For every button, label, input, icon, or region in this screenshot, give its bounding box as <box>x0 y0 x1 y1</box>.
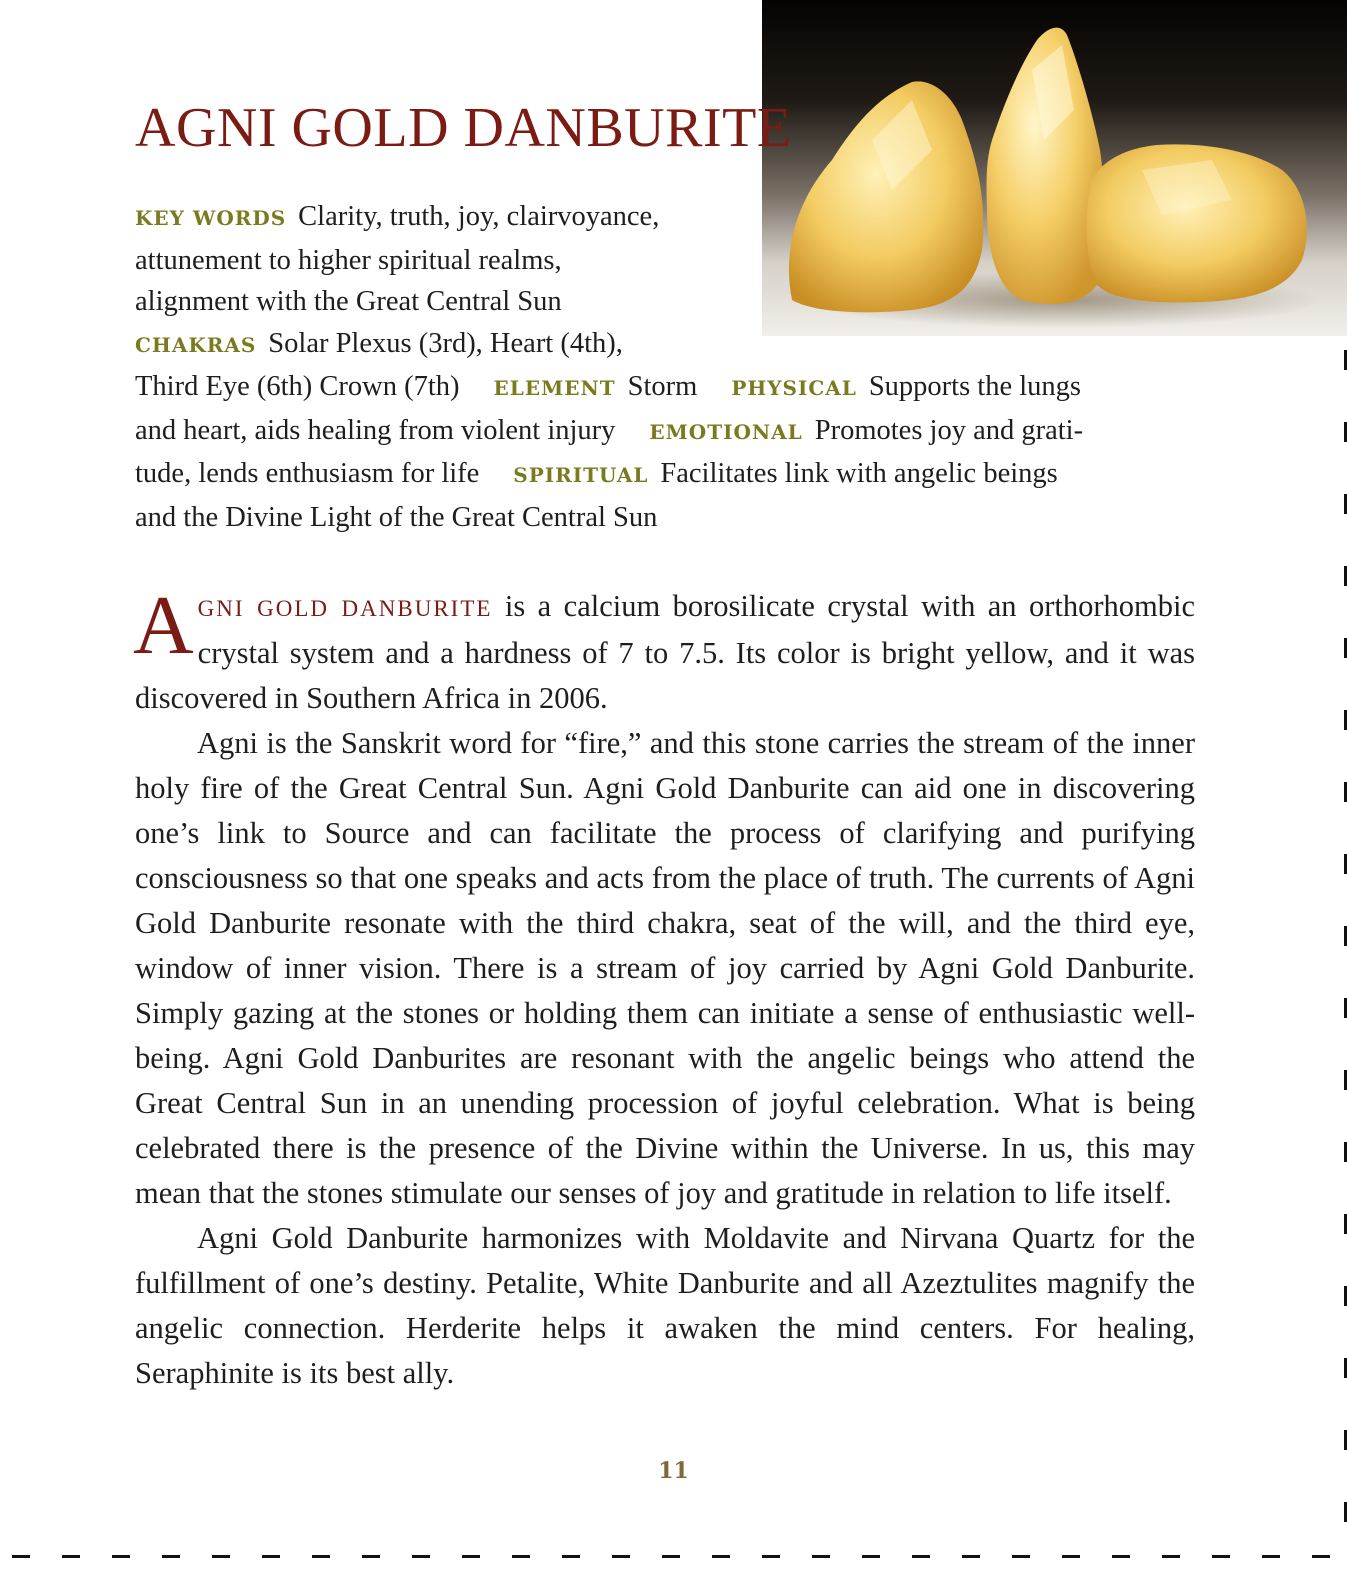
emotional-text-2: tude, lends enthusiasm for life <box>135 458 480 489</box>
crop-mark <box>212 1555 230 1558</box>
keywords-line-3 <box>135 281 1195 323</box>
page-number: 11 <box>658 1458 689 1484</box>
crop-mark <box>912 1555 930 1558</box>
crop-mark <box>612 1555 630 1558</box>
crop-mark <box>762 1555 780 1558</box>
crop-mark <box>962 1555 980 1558</box>
lead-smallcaps: GNI GOLD DANBURITE <box>197 596 493 621</box>
chakras-label: CHAKRAS <box>135 332 257 357</box>
keywords-text-3: alignment with the Great Central Sun <box>135 286 562 317</box>
crop-mark <box>1212 1555 1230 1558</box>
drop-cap: A <box>133 579 194 672</box>
crop-mark <box>362 1555 380 1558</box>
keywords-line-1 <box>135 196 1195 240</box>
keywords-line-2 <box>135 240 1195 282</box>
emotional-line-2 <box>135 453 1195 497</box>
properties-block <box>135 196 1195 538</box>
element-label: ELEMENT <box>493 376 616 400</box>
physical-text-2: and heart, aids healing from violent injury <box>135 414 616 446</box>
crop-mark <box>462 1555 480 1558</box>
spiritual-text-2: and the Divine Light of the Great Central Sun <box>135 501 658 533</box>
keywords-text-2: attunement to higher spiritual realms, <box>135 244 562 276</box>
body-text <box>133 579 1196 1396</box>
crop-mark <box>1062 1555 1080 1558</box>
chakras-text-2: Third Eye (6th) Crown (7th) <box>135 371 460 402</box>
crop-mark <box>112 1555 130 1558</box>
keywords-text-1: Clarity, truth, joy, clairvoyance, <box>298 201 660 232</box>
crop-mark <box>62 1555 80 1558</box>
crop-mark <box>412 1555 430 1558</box>
chakras-line-2 <box>135 366 1195 410</box>
paragraph-3: Agni Gold Danburite harmonizes with Moldavite and Nirvana Quartz for the fulfillment of one’s destiny. Petalite, White Danburite and all Azeztulites magnify the angelic connection. Herderite helps it awaken the mind centers. For healing, Seraphinite is its best ally. <box>135 1221 1195 1390</box>
crop-mark <box>162 1555 180 1558</box>
spiritual-line-2 <box>135 497 1195 539</box>
spiritual-label: SPIRITUAL <box>513 463 649 487</box>
element-text: Storm <box>627 371 698 402</box>
emotional-text-1: Promotes joy and grati- <box>814 414 1084 446</box>
crop-mark <box>562 1555 580 1558</box>
physical-text-1: Supports the lungs <box>868 371 1082 402</box>
spiritual-text-1: Facilitates link with angelic beings <box>660 458 1058 489</box>
paragraph-2: Agni is the Sanskrit word for “fire,” and this stone carries the stream of the inner holy fire of the Great Central Sun. Agni Gold Danburite can aid one in discovering one’s link to Source and can facilitate the process of clarifying and purifying consciousness so that one speaks and acts from the place of truth. The currents of Agni Gold Danburite resonate with the third chakra, seat of the will, and the third eye, window of inner vision. There is a stream of joy carried by Agni Gold Danburite. Simply gazing at the stones or holding them can initiate a sense of enthusiastic well-being. Agni Gold Danburites are resonant with the angelic beings who attend the Great Central Sun in an unending procession of joyful celebration. What is being celebrated there is the presence of the Divine within the Universe. In us, this may mean that the stones stimulate our senses of joy and gratitude in relation to life itself. <box>135 726 1195 1210</box>
emotional-label: EMOTIONAL <box>649 419 803 444</box>
crop-mark <box>812 1555 830 1558</box>
physical-label: PHYSICAL <box>731 376 857 400</box>
crop-mark <box>662 1555 680 1558</box>
paragraph-1-text: is a calcium borosilicate crystal with an orthorhombic crystal system and a hardness of 7 to 7.5. Its color is bright yellow, and it was discovered in Southern Africa in 2006. <box>135 589 1196 715</box>
crop-mark <box>262 1555 280 1558</box>
chakras-text-1: Solar Plexus (3rd), Heart (4th), <box>268 327 623 359</box>
crop-mark <box>1112 1555 1130 1558</box>
crop-mark <box>12 1555 30 1558</box>
crop-mark <box>862 1555 880 1558</box>
crop-mark <box>1162 1555 1180 1558</box>
keywords-label: KEY WORDS <box>135 206 287 230</box>
crop-mark <box>712 1555 730 1558</box>
page-title: AGNI GOLD DANBURITE <box>135 97 792 159</box>
crop-mark <box>1012 1555 1030 1558</box>
chakras-line-1 <box>135 323 1195 367</box>
crop-mark <box>1262 1555 1280 1558</box>
crop-mark <box>512 1555 530 1558</box>
crop-mark <box>312 1555 330 1558</box>
physical-line-2 <box>135 410 1195 454</box>
crop-mark <box>1312 1555 1330 1558</box>
paragraph-1 <box>133 579 1196 721</box>
